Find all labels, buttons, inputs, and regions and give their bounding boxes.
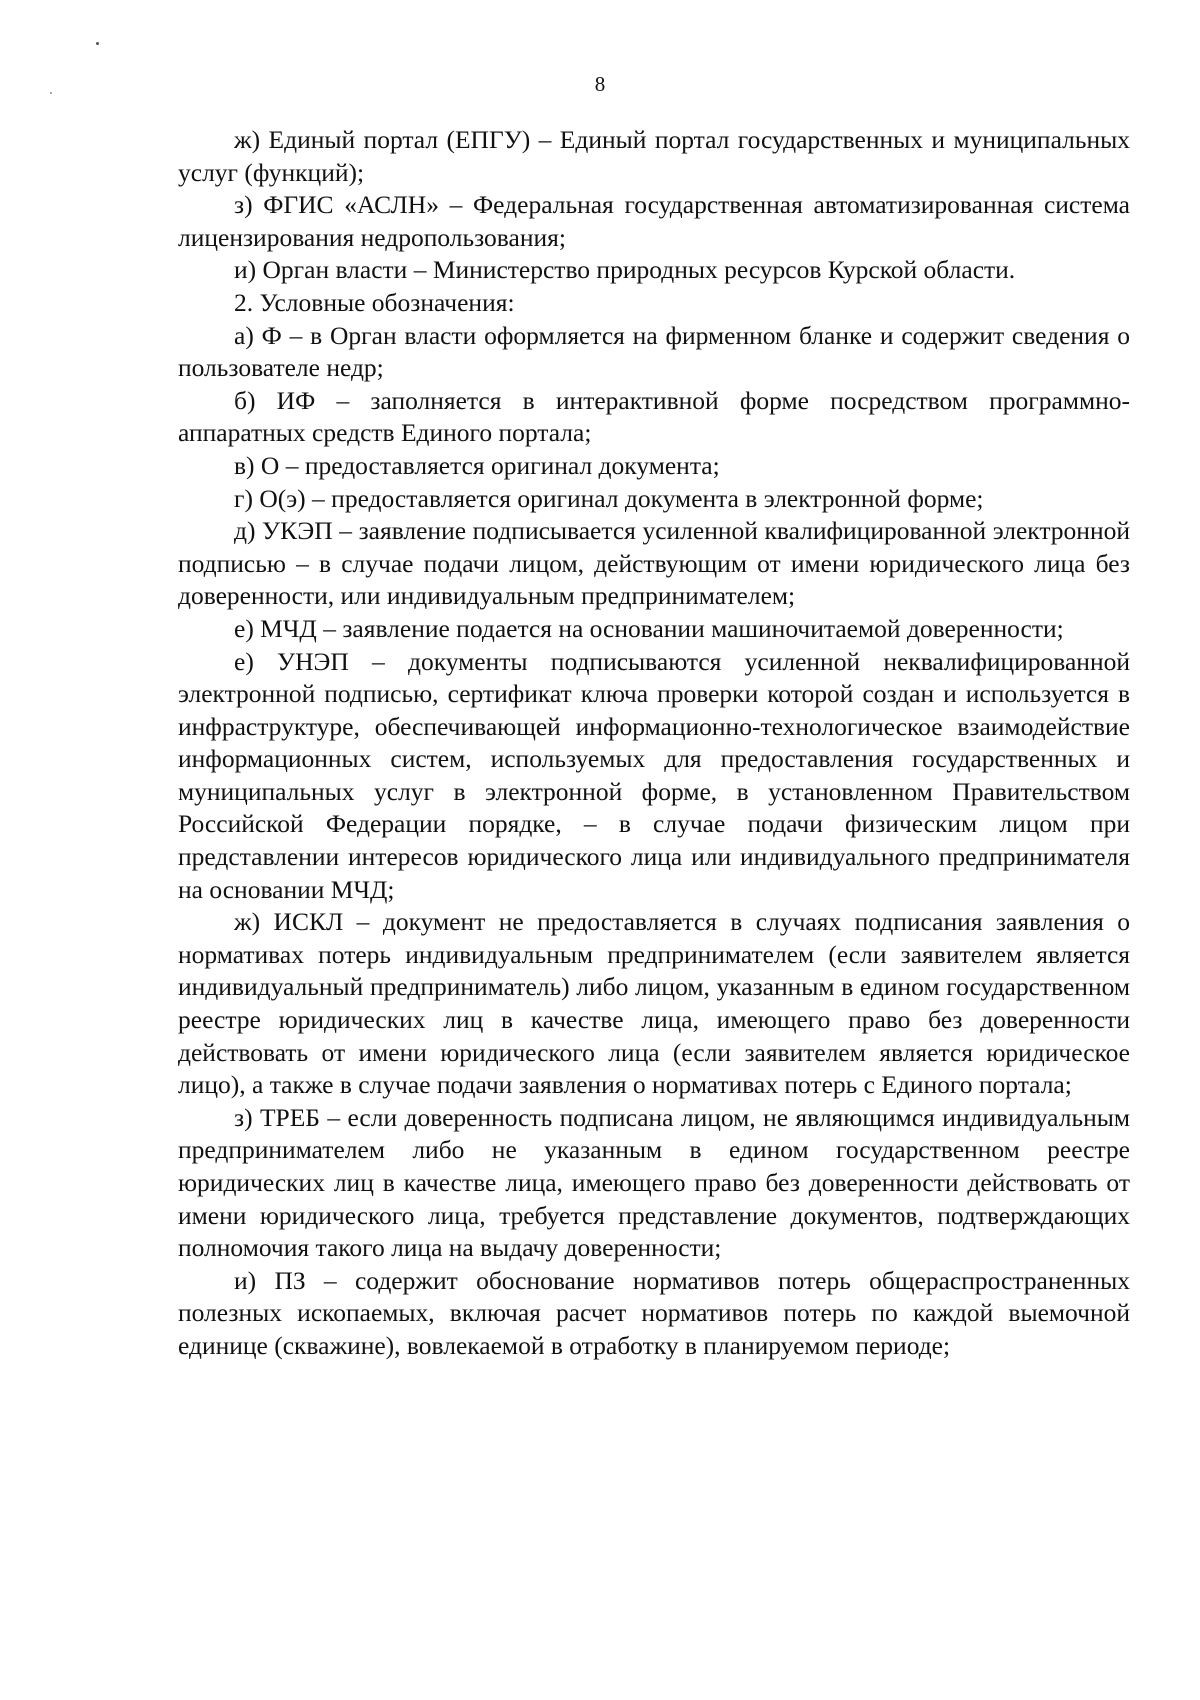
section-heading-conventions: 2. Условные обозначения: bbox=[234, 287, 515, 317]
convention-ukep: д) УКЭП – заявление подписывается усиленной квалифицированной электронной подписью – в случае подачи лицом, действующим от имени юридического лица без доверенности, или индивидуальным предпринимателем; bbox=[178, 516, 1130, 611]
page-number: 8 bbox=[594, 72, 606, 96]
definition-organ-vlasti: и) Орган власти – Министерство природных ресурсов Курской области. bbox=[234, 255, 1016, 285]
convention-o-e: г) О(э) – предоставляется оригинал документа в электронной форме; bbox=[234, 483, 984, 513]
convention-iskl: ж) ИСКЛ – документ не предоставляется в случаях подписания заявления о нормативах потерь индивидуальным предпринимателем (если заявителем является индивидуальный предприниматель) либо лицом, указанным в едином государственном реестре юридических лиц в качестве лица, имеющего право без доверенности действовать от имени юридического лица (если заявителем является юридическое лицо), а также в случае подачи заявления о нормативах потерь с Единого портала; bbox=[178, 907, 1130, 1100]
definition-epgu: ж) Единый портал (ЕПГУ) – Единый портал государственных и муниципальных услуг (функций); bbox=[178, 125, 1130, 187]
scan-speck bbox=[96, 42, 99, 45]
convention-o: в) О – предоставляется оригинал документа; bbox=[234, 450, 720, 480]
convention-if: б) ИФ – заполняется в интерактивной форме посредством программно-аппаратных средств Единого портала; bbox=[178, 385, 1130, 448]
document-body bbox=[178, 124, 1130, 1363]
convention-unep: е) УНЭП – документы подписываются усиленной неквалифицированной электронной подписью, сертификат ключа проверки которой создан и используется в инфраструктуре, обеспечивающей информационно-технологическое взаимодействие информационных систем, используемых для предоставления государственных и муниципальных услуг в электронной форме, в установленном Правительством Российской Федерации порядке, – в случае подачи физическим лицом при представлении интересов юридического лица или индивидуального предпринимателя на основании МЧД; bbox=[178, 646, 1130, 904]
convention-pz: и) ПЗ – содержит обоснование нормативов потерь общераспространенных полезных ископаемых, включая расчет нормативов потерь по каждой выемочной единице (скважине), вовлекаемой в отработку в планируемом периоде; bbox=[178, 1265, 1130, 1360]
convention-treb: з) ТРЕБ – если доверенность подписана лицом, не являющимся индивидуальным предпринимателем либо не указанным в едином государственном реестре юридических лиц в качестве лица, имеющего право без доверенности действовать от имени юридического лица, требуется представление документов, подтверждающих полномочия такого лица на выдачу доверенности; bbox=[178, 1102, 1130, 1263]
definition-fgis-asln: з) ФГИС «АСЛН» – Федеральная государственная автоматизированная система лицензирования недропользования; bbox=[178, 190, 1130, 252]
convention-f: а) Ф – в Орган власти оформляется на фирменном бланке и содержит сведения о пользователе недр; bbox=[178, 320, 1130, 383]
convention-mchd: е) МЧД – заявление подается на основании машиночитаемой доверенности; bbox=[234, 613, 1064, 643]
